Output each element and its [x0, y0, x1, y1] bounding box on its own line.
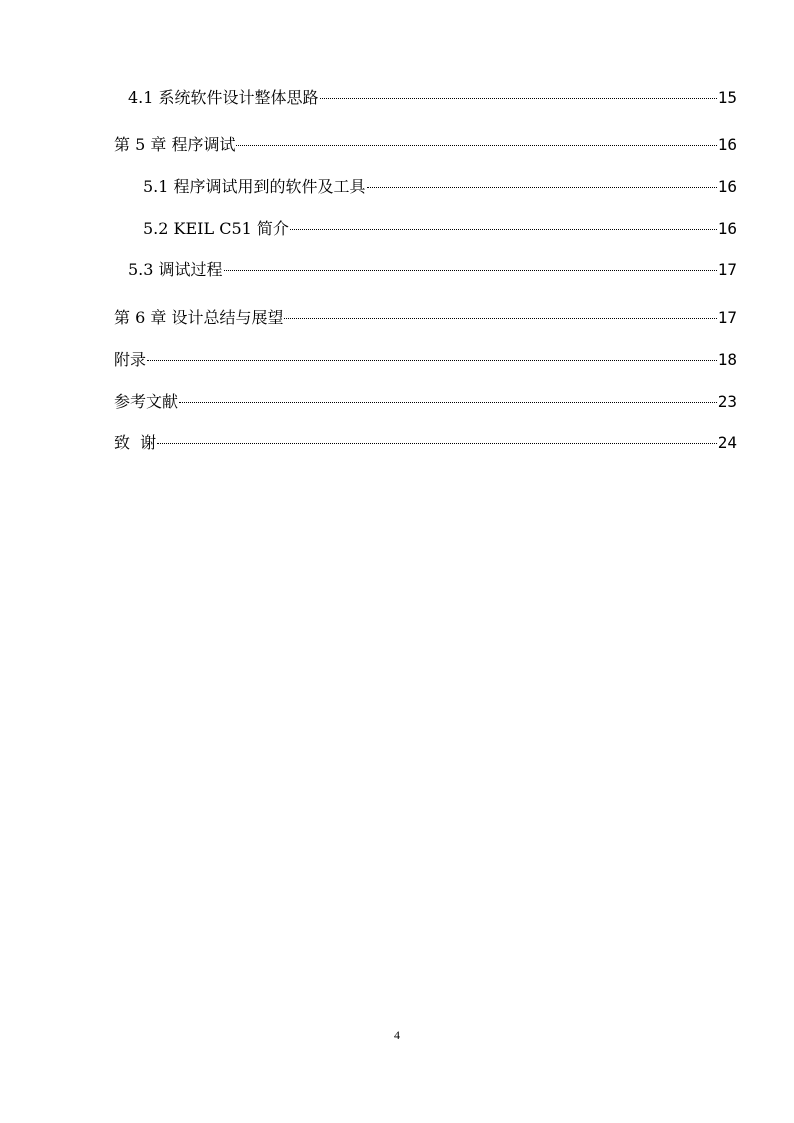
toc-entry-page: 23 — [717, 392, 737, 411]
toc-entry-chapter-5[interactable] — [114, 133, 737, 157]
toc-entry-label: 第 5 章 程序调试 — [114, 135, 236, 154]
toc-entry-5-2[interactable] — [143, 217, 737, 241]
toc-dot-leader — [284, 318, 716, 319]
toc-entry-appendix[interactable] — [114, 348, 737, 372]
toc-dot-leader — [236, 145, 716, 146]
toc-entry-page: 15 — [717, 88, 737, 107]
toc-entry-label: 附录 — [114, 350, 147, 369]
toc-entry-4-1[interactable] — [128, 86, 737, 110]
toc-dot-leader — [320, 98, 717, 99]
toc-dot-leader — [224, 270, 717, 271]
toc-entry-label: 第 6 章 设计总结与展望 — [114, 308, 284, 327]
toc-entry-label: 参考文献 — [114, 392, 179, 411]
toc-entry-label: 4.1 系统软件设计整体思路 — [128, 88, 319, 107]
toc-entry-page: 16 — [717, 135, 737, 154]
toc-dot-leader — [157, 443, 717, 444]
toc-dot-leader — [179, 402, 717, 403]
toc-entry-5-1[interactable] — [143, 175, 737, 199]
toc-entry-label: 5.1 程序调试用到的软件及工具 — [143, 177, 366, 196]
toc-entry-page: 16 — [717, 177, 737, 196]
toc-entry-acknowledgements[interactable] — [114, 431, 737, 455]
toc-dot-leader — [290, 229, 717, 230]
page-number: 4 — [394, 1028, 400, 1042]
toc-entry-page: 18 — [717, 350, 737, 369]
toc-entry-page: 17 — [717, 260, 737, 279]
toc-entry-page: 24 — [717, 433, 737, 452]
toc-entry-page: 17 — [717, 308, 737, 327]
toc-entry-label: 致 谢 — [114, 433, 157, 452]
toc-entry-references[interactable] — [114, 390, 737, 414]
toc-dot-leader — [367, 187, 717, 188]
toc-entry-chapter-6[interactable] — [114, 306, 737, 330]
toc-entry-5-3[interactable] — [128, 258, 737, 282]
toc-dot-leader — [147, 360, 717, 361]
toc-entry-page: 16 — [717, 219, 737, 238]
toc-entry-label: 5.2 KEIL C51 简介 — [143, 219, 289, 238]
toc-entry-label: 5.3 调试过程 — [128, 260, 223, 279]
